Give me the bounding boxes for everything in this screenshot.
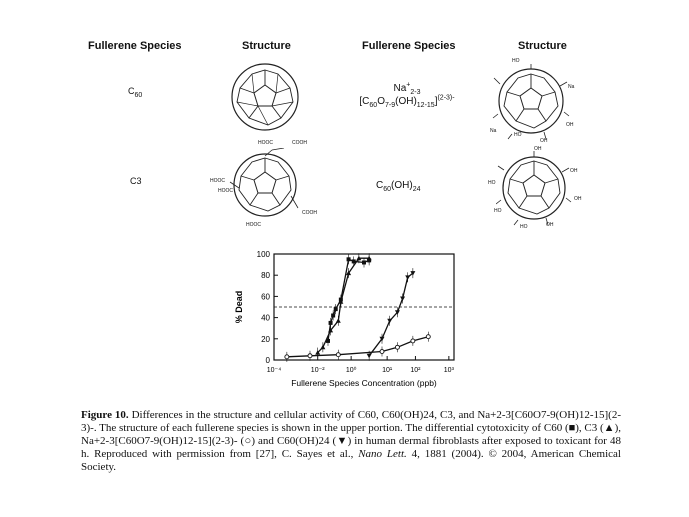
c60oh24-ho-2: HO — [488, 180, 496, 186]
c60oh24-oh-3: OH — [574, 196, 582, 202]
data-point-circle — [411, 339, 415, 343]
y-tick-label: 60 — [261, 292, 270, 302]
data-point-square — [334, 307, 338, 311]
series-line — [287, 337, 428, 357]
data-point-square — [331, 313, 335, 317]
c60oh24-oh-4: OH — [546, 222, 554, 228]
na-fullerenol-structure — [492, 62, 570, 140]
y-axis-label: % Dead — [234, 290, 244, 324]
y-tick-label: 40 — [261, 313, 270, 323]
c60oh24-ho-1: HO — [494, 208, 502, 214]
x-tick-label: 10³ — [443, 367, 454, 374]
c3-group-6: HOOC — [246, 222, 261, 228]
figure-label: Figure 10. — [81, 409, 129, 421]
data-point-circle — [380, 350, 384, 354]
series-triangle-down — [367, 268, 416, 361]
na-oh-label-2: OH — [566, 122, 574, 128]
data-point-circle — [336, 353, 340, 357]
cytotoxicity-chart — [228, 242, 468, 402]
data-point-triangle-up — [336, 318, 341, 323]
x-tick-label: 10⁻⁴ — [266, 367, 282, 374]
data-point-square — [347, 257, 351, 261]
label-c60oh24: $C_{60}(OH)_{24}$ — [376, 180, 421, 193]
c60oh24-oh-1: OH — [534, 146, 542, 152]
label-c3: C3 — [130, 176, 142, 186]
data-point-triangle-down — [387, 319, 392, 324]
c3-group-4: HOOC — [218, 188, 233, 194]
header-species-1: Fullerene Species — [88, 40, 182, 52]
y-tick-label: 100 — [256, 250, 270, 259]
data-point-circle — [395, 345, 399, 349]
c3-group-1: HOOC — [258, 140, 273, 146]
data-point-triangle-up — [320, 345, 325, 350]
na-oh-label-4: HO — [514, 132, 522, 138]
c3-group-5: COOH — [302, 210, 317, 216]
c3-group-2: COOH — [292, 140, 307, 146]
series-triangle-up — [315, 253, 371, 357]
label-na-fullerenol: $Na^+_{2-3}$ $[C_{60}O_{7-9}(OH)_{12-15}]^{(2-3)-}$ — [359, 81, 455, 109]
y-tick-label: 80 — [261, 271, 270, 281]
x-axis-label: Fullerene Species Concentration (ppb) — [291, 378, 437, 388]
na-oh-label-1: HO — [512, 58, 520, 64]
series-line — [318, 258, 369, 352]
caption-text-2: 4, 1881 (2004). © 2004, American Chemical Society. — [81, 448, 621, 473]
data-point-circle — [285, 355, 289, 359]
series-circle — [285, 332, 430, 362]
data-point-square — [329, 321, 333, 325]
na-label-2: Na — [490, 128, 497, 134]
c60-structure — [228, 60, 302, 134]
c60oh24-oh-2: OH — [570, 168, 578, 174]
c60oh24-structure — [496, 150, 572, 226]
c3-group-3: HOOC — [210, 178, 225, 184]
c3-structure — [228, 148, 302, 222]
data-point-circle — [426, 335, 430, 339]
header-structure-2: Structure — [518, 40, 567, 52]
header-structure-1: Structure — [242, 40, 291, 52]
na-label-1: Na — [568, 84, 575, 90]
label-c60: $C_{60}$ — [128, 86, 143, 99]
data-point-triangle-down — [367, 354, 372, 359]
figure-caption — [81, 409, 621, 474]
caption-journal: Nano Lett. — [358, 448, 407, 460]
caption-text-1: Differences in the structure and cellular activity of C60, C60(OH)24, C3, and Na+2-3[C60O7-9(OH)12-15](2-3)-. The structure of each fullerene species is shown in the upper portion. The differential cytotoxicity of C60 (■), C3 (▲), Na+2-3[C60O7-9(OH)12-15](2-3)- (○) and C60(OH)24 (▼) in human dermal fibroblasts after exposed to toxicant for 48 h. Reproduced with permission from [27], C. Sayes et al., — [81, 409, 622, 460]
data-point-triangle-down — [400, 297, 405, 302]
x-tick-label: 10² — [410, 367, 421, 374]
x-tick-label: 10⁻² — [310, 367, 325, 374]
header-species-2: Fullerene Species — [362, 40, 456, 52]
na-oh-label-3: OH — [540, 138, 548, 144]
data-point-triangle-down — [405, 275, 410, 280]
x-tick-label: 10⁰ — [345, 367, 357, 374]
data-point-circle — [308, 354, 312, 358]
data-point-square — [362, 260, 366, 264]
y-tick-label: 0 — [265, 356, 270, 365]
y-tick-label: 20 — [261, 334, 270, 344]
x-tick-label: 10¹ — [382, 367, 393, 374]
c60oh24-ho-3: HO — [520, 224, 528, 230]
